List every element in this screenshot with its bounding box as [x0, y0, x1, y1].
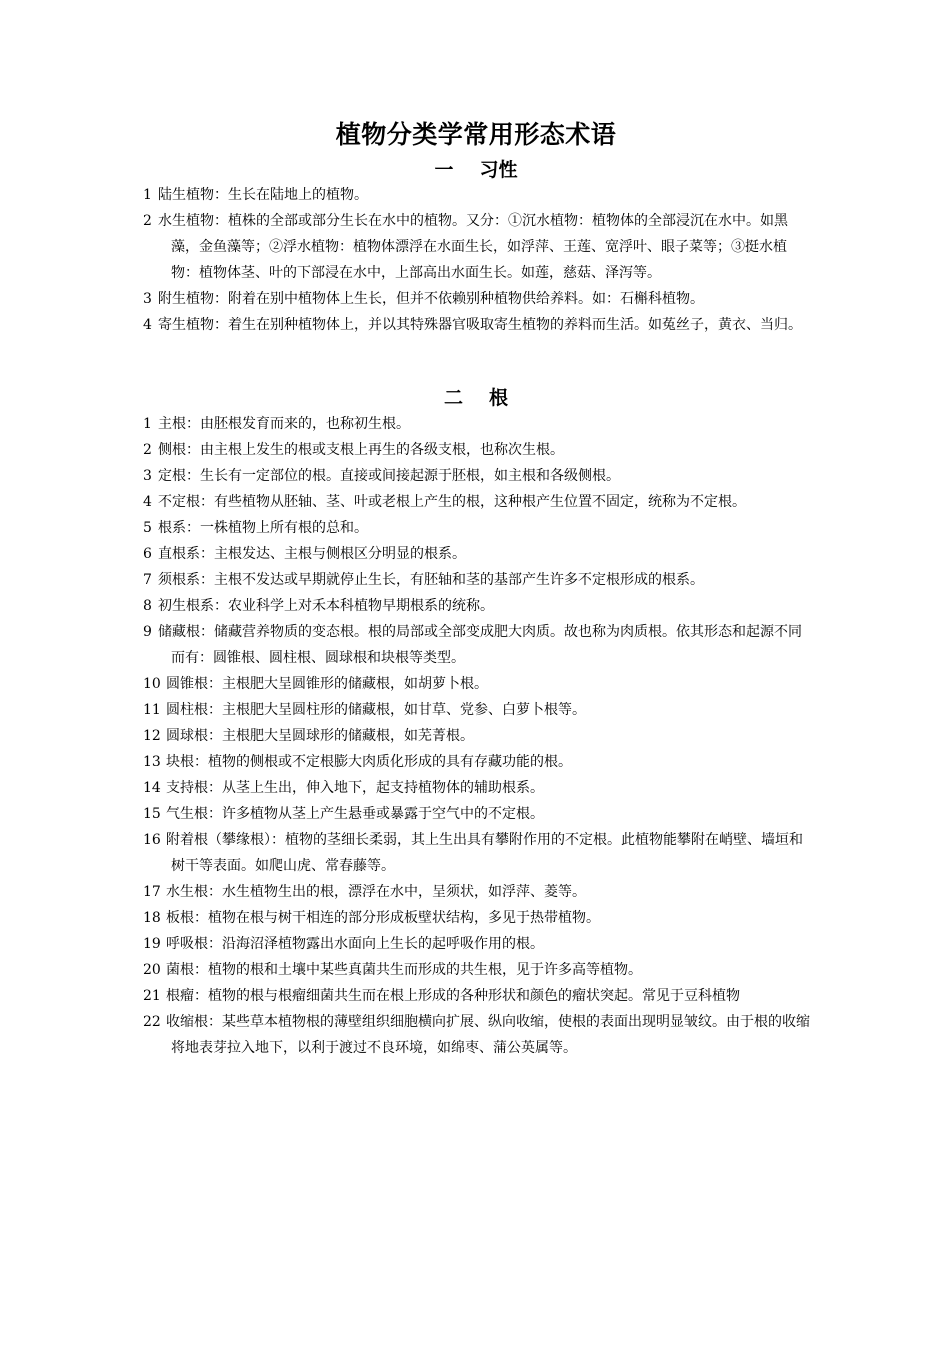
item-number: 3: [143, 468, 152, 484]
item-number: 4: [143, 317, 152, 333]
item-number: 14: [143, 780, 161, 796]
item-number: 5: [143, 520, 152, 536]
list-item: [143, 905, 813, 931]
item-text: 板根：植物在根与树干相连的部分形成板壁状结构，多见于热带植物。: [166, 910, 600, 926]
list-item: [143, 749, 813, 775]
section-heading-habit: [0, 155, 952, 182]
item-text: 主根：由胚根发育而来的，也称初生根。: [158, 416, 410, 432]
list-item: [143, 437, 813, 463]
item-text: 根系：一株植物上所有根的总和。: [158, 520, 368, 536]
list-item: [143, 619, 813, 671]
item-text: 不定根：有些植物从胚轴、茎、叶或老根上产生的根，这种根产生位置不固定，统称为不定根。: [158, 494, 746, 510]
list-item: [143, 775, 813, 801]
item-number: 11: [143, 702, 161, 718]
list-item: [143, 983, 813, 1009]
item-number: 1: [143, 187, 152, 203]
item-number: 20: [143, 962, 161, 978]
list-item: [143, 489, 813, 515]
list-item: [143, 182, 813, 208]
item-number: 22: [143, 1014, 161, 1030]
section-number: 一: [434, 159, 454, 181]
section-title: 习性: [479, 159, 518, 181]
document-title: 植物分类学常用形态术语: [335, 120, 617, 149]
item-number: 13: [143, 754, 161, 770]
item-number: 2: [143, 442, 152, 458]
item-text: 菌根：植物的根和土壤中某些真菌共生而形成的共生根，见于许多高等植物。: [166, 962, 642, 978]
section-heading-root: [0, 383, 952, 410]
item-text: 附着根（攀缘根）：植物的茎细长柔弱，其上生出具有攀附作用的不定根。此植物能攀附在峭壁、墙垣和树干等表面。如爬山虎、常春藤等。: [166, 832, 803, 874]
item-number: 3: [143, 291, 152, 307]
item-number: 10: [143, 676, 161, 692]
item-text: 收缩根：某些草本植物根的薄壁组织细胞横向扩展、纵向收缩，使根的表面出现明显皱纹。由于根的收缩将地表芽拉入地下，以利于渡过不良环境，如绵枣、蒲公英属等。: [166, 1014, 810, 1056]
item-number: 1: [143, 416, 152, 432]
item-number: 7: [143, 572, 152, 588]
item-number: 17: [143, 884, 161, 900]
item-text: 气生根：许多植物从茎上产生悬垂或暴露于空气中的不定根。: [166, 806, 544, 822]
item-text: 侧根：由主根上发生的根或支根上再生的各级支根，也称次生根。: [158, 442, 564, 458]
list-item: [143, 567, 813, 593]
item-text: 直根系：主根发达、主根与侧根区分明显的根系。: [158, 546, 466, 562]
list-item: [143, 541, 813, 567]
list-item: [143, 312, 813, 338]
list-item: [143, 411, 813, 437]
section-title: 根: [489, 387, 509, 409]
item-text: 定根：生长有一定部位的根。直接或间接起源于胚根，如主根和各级侧根。: [158, 468, 620, 484]
item-number: 6: [143, 546, 152, 562]
item-text: 储藏根：储藏营养物质的变态根。根的局部或全部变成肥大肉质。故也称为肉质根。依其形态和起源不同而有：圆锥根、圆柱根、圆球根和块根等类型。: [158, 624, 802, 666]
list-item: [143, 957, 813, 983]
list-item: [143, 671, 813, 697]
item-text: 支持根：从茎上生出，伸入地下，起支持植物体的辅助根系。: [166, 780, 544, 796]
item-text: 水生根：水生植物生出的根，漂浮在水中，呈须状，如浮萍、菱等。: [166, 884, 586, 900]
item-number: 2: [143, 213, 152, 229]
list-item: [143, 1009, 813, 1061]
list-item: [143, 723, 813, 749]
item-text: 寄生植物：着生在别种植物体上，并以其特殊器官吸取寄生植物的养料而生活。如菟丝子，黄衣、当归。: [158, 317, 802, 333]
item-text: 须根系：主根不发达或早期就停止生长，有胚轴和茎的基部产生许多不定根形成的根系。: [158, 572, 704, 588]
item-text: 水生植物：植株的全部或部分生长在水中的植物。又分：①沉水植物：植物体的全部浸沉在水中。如黑藻，金鱼藻等；②浮水植物：植物体漂浮在水面生长，如浮萍、王莲、宽浮叶、眼子菜等；③挺水植物：植物体茎、叶的下部浸在水中，上部高出水面生长。如莲，慈菇、泽泻等。: [158, 213, 788, 281]
item-number: 21: [143, 988, 161, 1004]
list-item: [143, 286, 813, 312]
list-item: [143, 515, 813, 541]
item-number: 9: [143, 624, 152, 640]
list-item: [143, 593, 813, 619]
section-list-habit: [143, 182, 813, 338]
item-text: 圆球根：主根肥大呈圆球形的储藏根，如芜菁根。: [166, 728, 474, 744]
item-text: 圆柱根：主根肥大呈圆柱形的储藏根，如甘草、党参、白萝卜根等。: [166, 702, 586, 718]
list-item: [143, 697, 813, 723]
item-text: 呼吸根：沿海沼泽植物露出水面向上生长的起呼吸作用的根。: [166, 936, 544, 952]
section-list-root: [143, 411, 813, 1061]
list-item: [143, 463, 813, 489]
list-item: [143, 827, 813, 879]
item-number: 19: [143, 936, 161, 952]
item-text: 初生根系：农业科学上对禾本科植物早期根系的统称。: [158, 598, 494, 614]
item-number: 12: [143, 728, 161, 744]
item-number: 16: [143, 832, 161, 848]
item-text: 陆生植物：生长在陆地上的植物。: [158, 187, 368, 203]
list-item: [143, 801, 813, 827]
list-item: [143, 208, 813, 286]
item-text: 根瘤：植物的根与根瘤细菌共生而在根上形成的各种形状和颜色的瘤状突起。常见于豆科植物: [166, 988, 740, 1004]
list-item: [143, 931, 813, 957]
item-text: 块根：植物的侧根或不定根膨大肉质化形成的具有存藏功能的根。: [166, 754, 572, 770]
item-number: 18: [143, 910, 161, 926]
item-text: 附生植物：附着在别中植物体上生长，但并不依赖别种植物供给养料。如：石槲科植物。: [158, 291, 704, 307]
item-text: 圆锥根：主根肥大呈圆锥形的储藏根，如胡萝卜根。: [166, 676, 488, 692]
section-number: 二: [443, 387, 463, 409]
list-item: [143, 879, 813, 905]
item-number: 8: [143, 598, 152, 614]
item-number: 15: [143, 806, 161, 822]
item-number: 4: [143, 494, 152, 510]
